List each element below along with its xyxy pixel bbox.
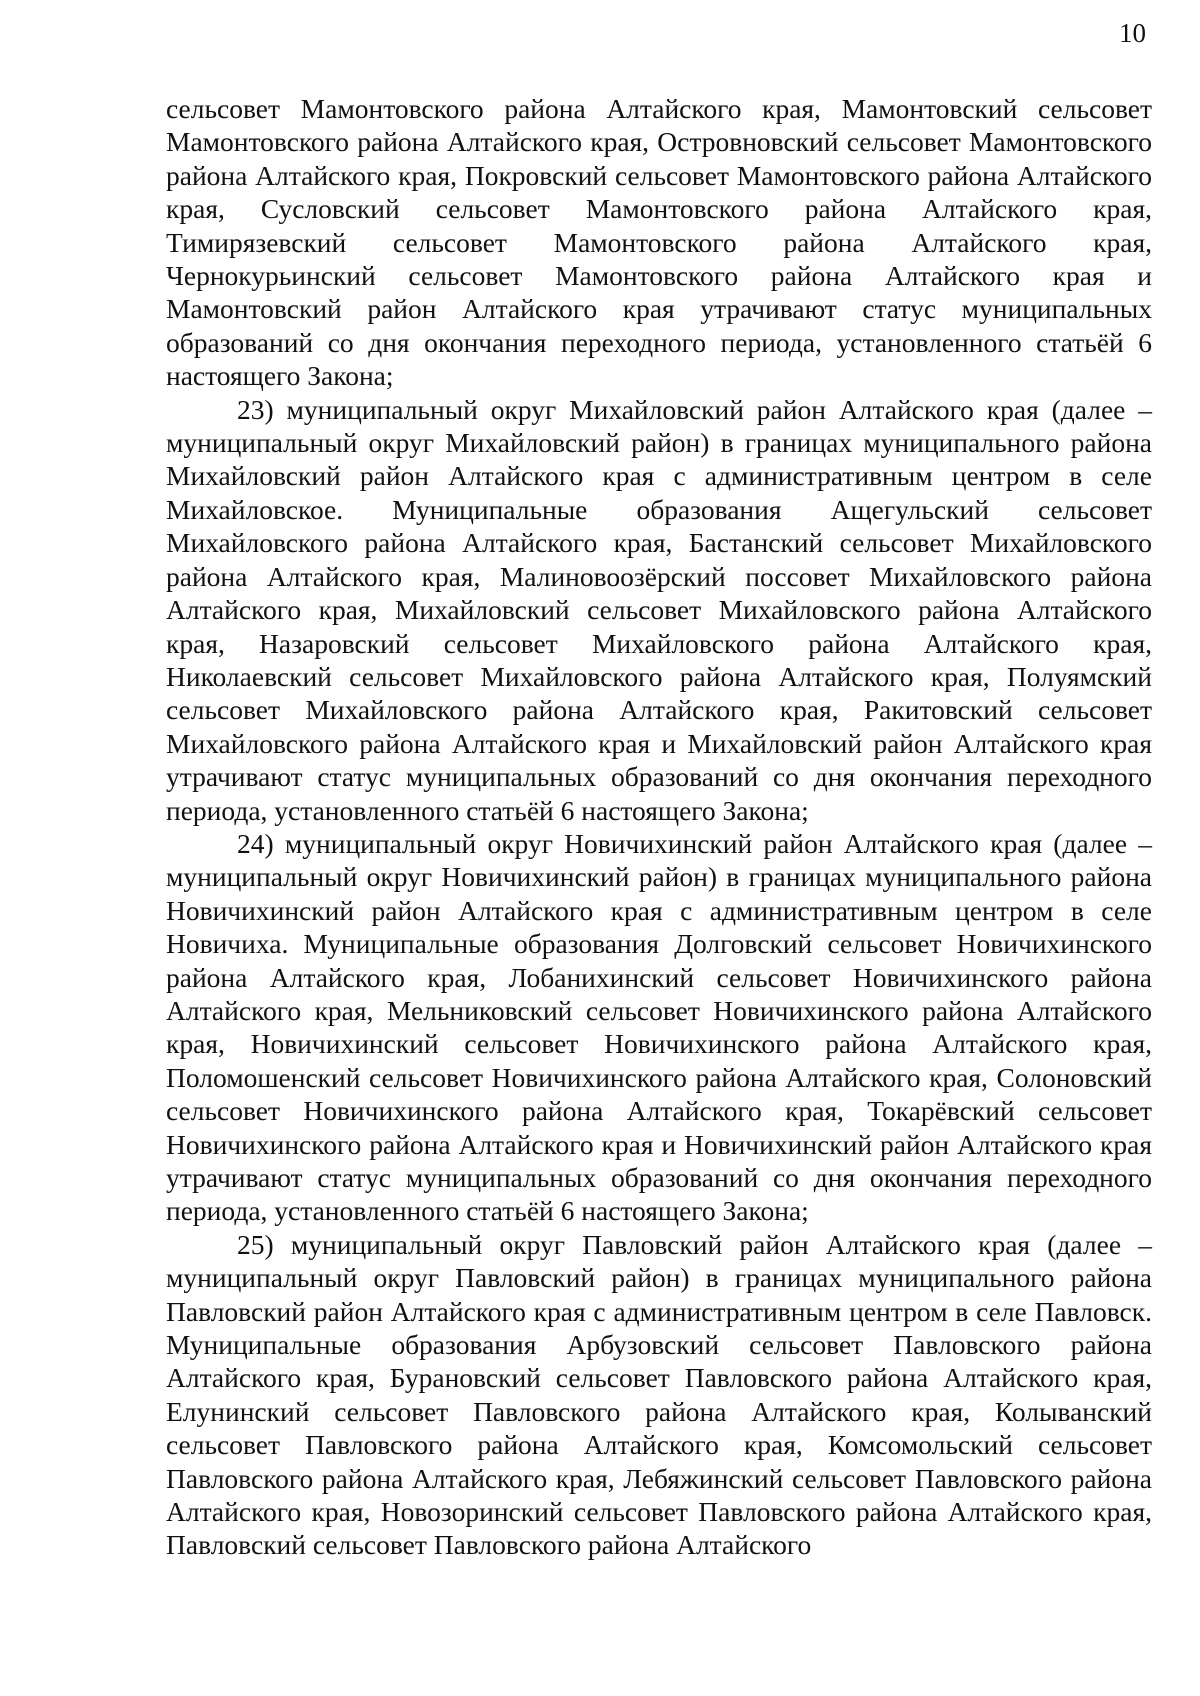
document-body bbox=[166, 92, 1152, 1562]
page-number: 10 bbox=[1119, 18, 1146, 48]
paragraph-item-25: 25) муниципальный округ Павловский район Алтайского края (далее – муниципальный округ Павловский район) в границах муниципального района Павловский район Алтайского края с административным центром в селе Павловск. Муниципальные образования Арбузовский сельсовет Павловского района Алтайского края, Бурановский сельсовет Павловского района Алтайского края, Елунинский сельсовет Павловского района Алтайского края, Колыванский сельсовет Павловского района Алтайского края, Комсомольский сельсовет Павловского района Алтайского края, Лебяжинский сельсовет Павловского района Алтайского края, Новозоринский сельсовет Павловского района Алтайского края, Павловский сельсовет Павловского района Алтайского bbox=[166, 1228, 1152, 1561]
paragraph-item-23: 23) муниципальный округ Михайловский район Алтайского края (далее – муниципальный округ Михайловский район) в границах муниципального района Михайловский район Алтайского края с административным центром в селе Михайловское. Муниципальные образования Ащегульский сельсовет Михайловского района Алтайского края, Бастанский сельсовет Михайловского района Алтайского края, Малиновоозёрский поссовет Михайловского района Алтайского края, Михайловский сельсовет Михайловского района Алтайского края, Назаровский сельсовет Михайловского района Алтайского края, Николаевский сельсовет Михайловского района Алтайского края, Полуямский сельсовет Михайловского района Алтайского края, Ракитовский сельсовет Михайловского района Алтайского края и Михайловский район Алтайского края утрачивают статус муниципальных образований со дня окончания переходного периода, установленного статьёй 6 настоящего Закона; bbox=[166, 393, 1152, 826]
paragraph-continuation: сельсовет Мамонтовского района Алтайского края, Мамонтовский сельсовет Мамонтовского района Алтайского края, Островновский сельсовет Мамонтовского района Алтайского края, Покровский сельсовет Мамонтовского района Алтайского края, Сусловский сельсовет Мамонтовского района Алтайского края, Тимирязевский сельсовет Мамонтовского района Алтайского края, Чернокурьинский сельсовет Мамонтовского района Алтайского края и Мамонтовский район Алтайского края утрачивают статус муниципальных образований со дня окончания переходного периода, установленного статьёй 6 настоящего Закона; bbox=[166, 93, 1152, 392]
paragraph-item-24: 24) муниципальный округ Новичихинский район Алтайского края (далее – муниципальный округ Новичихинский район) в границах муниципального района Новичихинский район Алтайского края с административным центром в селе Новичиха. Муниципальные образования Долговский сельсовет Новичихинского района Алтайского края, Лобанихинский сельсовет Новичихинского района Алтайского края, Мельниковский сельсовет Новичихинского района Алтайского края, Новичихинский сельсовет Новичихинского района Алтайского края, Поломошенский сельсовет Новичихинского района Алтайского края, Солоновский сельсовет Новичихинского района Алтайского края, Токарёвский сельсовет Новичихинского района Алтайского края и Новичихинский район Алтайского края утрачивают статус муниципальных образований со дня окончания переходного периода, установленного статьёй 6 настоящего Закона; bbox=[166, 827, 1152, 1227]
